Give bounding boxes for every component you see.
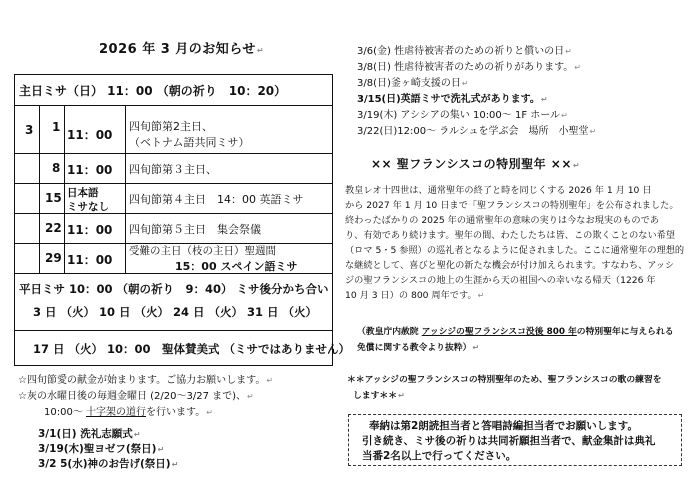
- right-column: [343, 0, 688, 485]
- decree-source: （教皇庁内赦院 アッシジの聖フランシスコ没後 800 年の特別聖年に与えられる: [357, 327, 674, 337]
- page-title: 2026 年 3 月のお知らせ↵: [99, 42, 265, 57]
- day-number: 1: [52, 120, 61, 134]
- mass-detail: 四旬節第５主日 集会祭儀: [129, 223, 261, 236]
- day-number: 29: [45, 251, 62, 265]
- event-annunciation: 3/2 5(水)神のお告げ(祭日)↵: [38, 458, 179, 470]
- mass-time: 11：00: [67, 253, 113, 267]
- schedule-row: [15, 243, 332, 273]
- sunday-mass-header-row: [15, 75, 332, 105]
- jubilee-paragraph-line: から 2027 年 1 月 10 日まで「聖フランシスコの特別聖年」を公布されました。: [345, 200, 679, 211]
- event-saint-joseph: 3/19(木)聖ヨゼフ(祭日)↵: [38, 443, 165, 455]
- jubilee-paragraph-line: り、有効であり続けます。聖年の間、わたしたちは皆、この欺くことのない希望: [345, 230, 676, 241]
- jubilee-paragraph-line: （ロマ 5・5 参照）の巡礼者となるように促されました。ここに通常聖年の理想的: [345, 245, 685, 256]
- column-divider: [125, 105, 126, 273]
- mass-detail: 四旬節第2主日、: [129, 120, 213, 133]
- song-practice-2: します＊＊↵: [353, 391, 405, 401]
- no-japanese-mass-1: 日本語: [67, 187, 99, 199]
- right-event: 3/6(金) 性虐待被害者のための祈りと償いの日↵: [357, 46, 572, 57]
- mass-detail: 受難の主日（枝の主日）聖週間: [129, 245, 276, 257]
- jubilee-heading: ×× 聖フランシスコの特別聖年 ××↵: [371, 157, 581, 171]
- schedule-table: [14, 74, 351, 366]
- special-service-row: [15, 330, 351, 367]
- schedule-row: [15, 183, 332, 213]
- mass-time: 11：00: [67, 223, 113, 237]
- right-event: 3/19(木) アシシアの集い 10:00～ 1F ホール↵: [357, 110, 568, 121]
- column-divider: [64, 105, 65, 273]
- right-event: 3/8(日) 性虐待被害者のための祈りがあります。↵: [357, 62, 581, 73]
- schedule-row: [15, 105, 332, 153]
- decree-title: アッシジの聖フランシスコ没後 800 年: [421, 327, 577, 337]
- jubilee-paragraph-line: な継続として、喜びと聖化の新たな機会が付け加えられます。すなわち、アッシ: [345, 260, 675, 271]
- adoration-service: 17 日 （火） 10：00 聖体賛美式 （ミサではありません）: [33, 342, 351, 356]
- mass-time: 11：00: [67, 163, 113, 177]
- jubilee-paragraph-line: 10 月 3 日）の 800 周年です。↵: [345, 290, 485, 301]
- lent-offering-note: ☆四旬節愛の献金が始まります。ご協力お願いします。↵: [18, 375, 274, 386]
- mass-detail-2: （ベトナム語共同ミサ）: [129, 136, 250, 149]
- schedule-row: [15, 213, 332, 243]
- day-number: 22: [45, 221, 62, 235]
- right-event-english-baptism: 3/15(日)英語ミサで洗礼式があります。↵: [357, 94, 548, 105]
- friday-note: ☆灰の水曜日後の毎週金曜日 (2/20～3/27 まで)、↵: [18, 391, 254, 402]
- schedule-row: [15, 153, 332, 183]
- right-event: 3/22(日)12:00～ ラルシュを学ぶ会 場所 小聖堂↵: [357, 126, 597, 137]
- weekday-mass-section: [15, 273, 332, 330]
- jubilee-paragraph-line: 教皇レオ十四世は、通常聖年の終了と時を同じくする 2026 年 1 月 10 日: [345, 185, 652, 196]
- jubilee-paragraph-line: 終わったばかりの 2025 年の通常聖年の意味の実りは今なお現実のものであ: [345, 215, 659, 226]
- jubilee-paragraph-line: ジの聖フランシスコの地上の生涯から天の祖国への幸いなる帰天（1226 年: [345, 275, 656, 286]
- sunday-mass-header: 主日ミサ（日） 11：00 （朝の祈り 10：20）: [19, 84, 287, 98]
- mass-detail: 四旬節第４主日 14：00 英語ミサ: [129, 193, 304, 206]
- stations-note: 10:00～ 十字架の道行を行います。↵: [44, 407, 213, 418]
- notice-line: 当番2名以上で行ってください。: [362, 450, 517, 462]
- notice-line: 奉納は第2朗読担当者と答唱詩編担当者でお願いします。: [369, 420, 638, 432]
- weekday-mass-dates: 3 日 （火） 10 日 （火） 24 日 （火） 31 日 （火）: [33, 305, 318, 319]
- notice-line: 引き続き、ミサ後の祈りは共同祈願担当者で、献金集計は典礼: [362, 435, 656, 447]
- mass-time: 11：00: [67, 128, 113, 142]
- song-practice: ＊＊アッシジの聖フランシスコの特別聖年のため、聖フランシスコの歌の練習を: [347, 375, 662, 385]
- column-divider: [39, 105, 40, 273]
- mass-detail: 四旬節第３主日、: [129, 163, 217, 176]
- day-number: 15: [45, 191, 62, 205]
- offertory-notice-box: [348, 414, 682, 466]
- stations-of-the-cross: 十字架の道行: [86, 407, 147, 418]
- day-number: 8: [52, 161, 61, 175]
- right-event: 3/8(日)釜ヶ崎支援の日↵: [357, 78, 469, 89]
- no-japanese-mass-2: ミサなし: [67, 201, 109, 213]
- mass-detail-2: 15：00 スペイン語ミサ: [175, 260, 298, 273]
- weekday-mass-header: 平日ミサ 10：00 （朝の祈り 9：40） ミサ後分かち合い: [19, 282, 329, 296]
- decree-source-2: 免償に関する教令より抜粋）↵: [357, 343, 480, 353]
- month-number: 3: [25, 123, 34, 137]
- event-catechumen: 3/1(日) 洗礼志願式↵: [38, 428, 141, 440]
